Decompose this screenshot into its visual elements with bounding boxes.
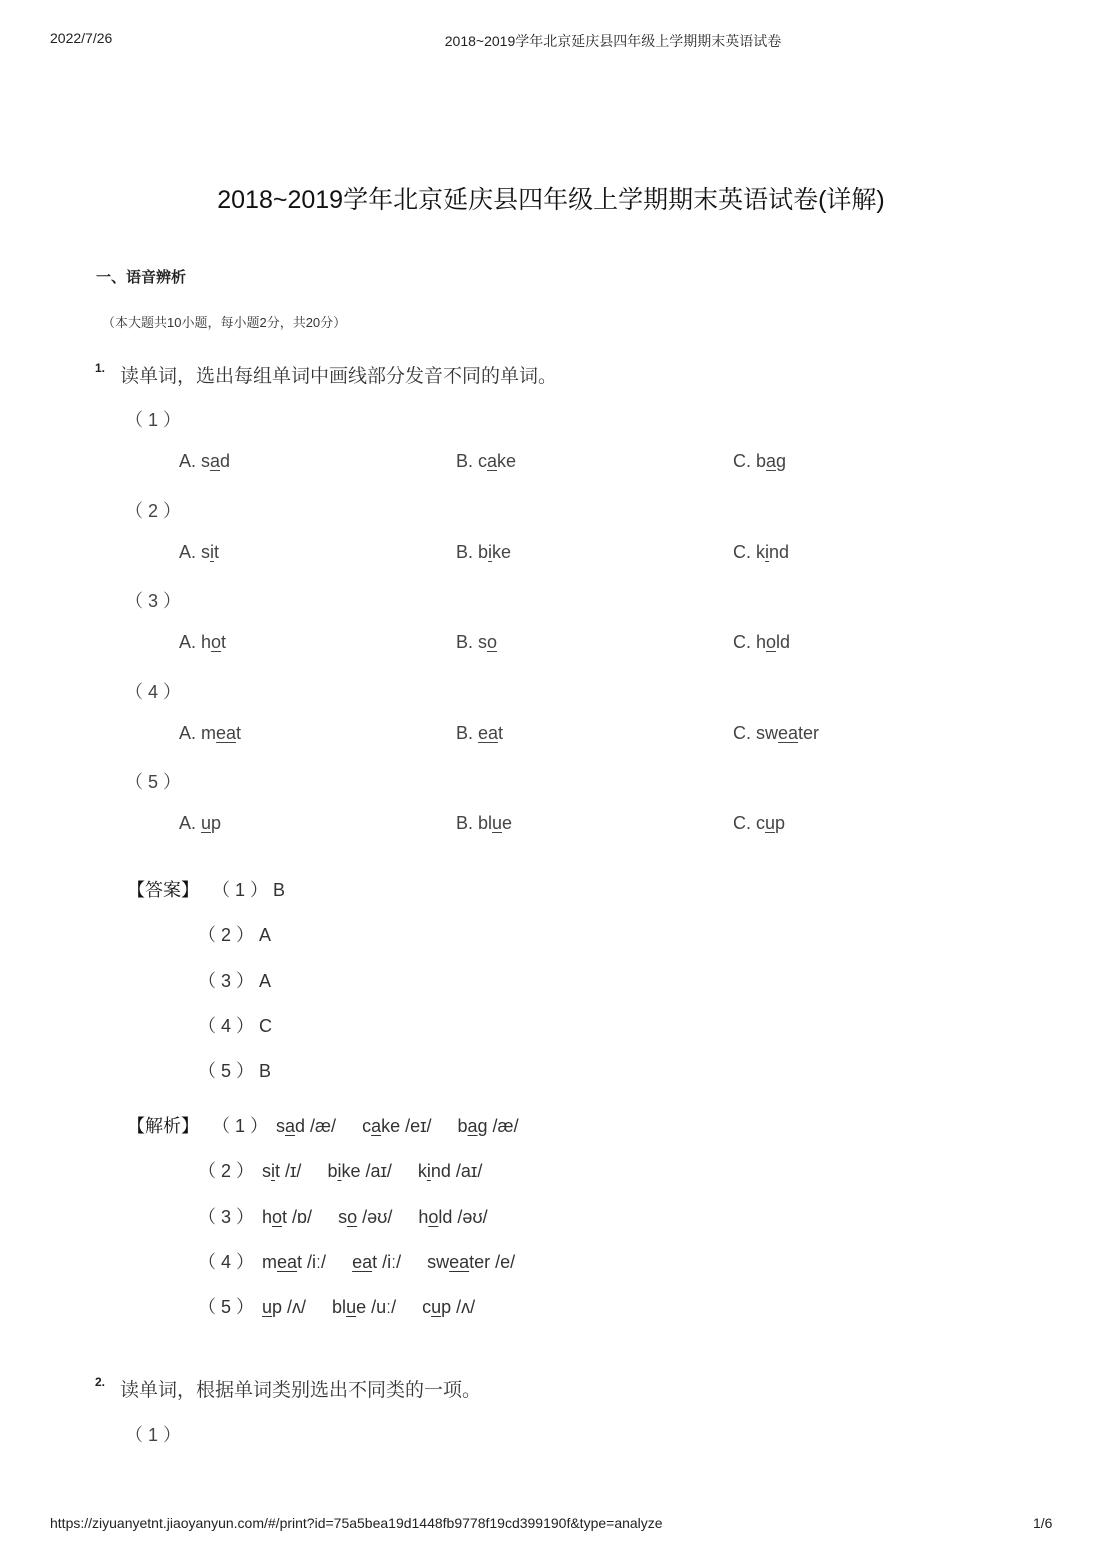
analysis-word xyxy=(262,1252,326,1272)
answer-number: （ 2 ） xyxy=(198,925,255,946)
word-part: c xyxy=(362,1116,372,1136)
word-part: p /ʌ/ xyxy=(441,1297,476,1318)
underlined-letters: a xyxy=(467,1116,478,1136)
analysis-word xyxy=(332,1297,396,1317)
answer-value: B xyxy=(268,880,286,900)
word-part: ke /eɪ/ xyxy=(381,1116,432,1136)
analysis-word xyxy=(338,1207,392,1227)
underlined-letters: ea xyxy=(216,722,237,743)
underlined-letters: u xyxy=(346,1297,357,1318)
analysis-word xyxy=(352,1252,401,1272)
question-number: 1. xyxy=(95,361,106,375)
word-part: s xyxy=(276,1116,286,1136)
word-part: ke xyxy=(492,541,512,562)
word-part: /əʊ/ xyxy=(357,1206,393,1227)
word-part: t /ɪ/ xyxy=(275,1161,302,1182)
option-a xyxy=(179,542,219,563)
word-part: t /ɒ/ xyxy=(282,1206,313,1227)
analysis-word xyxy=(427,1252,515,1272)
analysis-word xyxy=(362,1116,431,1136)
word-part: B. b xyxy=(456,541,489,562)
answer-number: （ 1 ） xyxy=(212,880,269,900)
underlined-letters: o xyxy=(347,1206,358,1227)
option-c xyxy=(733,813,785,834)
underlined-letters: i xyxy=(271,1161,276,1182)
word-part: A. m xyxy=(179,722,217,743)
underlined-letters: i xyxy=(426,1161,431,1182)
subquestion-label: （ 3 ） xyxy=(125,591,182,611)
print-header-title: 2018~2019学年北京延庆县四年级上学期期末英语试卷 xyxy=(444,33,782,49)
analysis-number: （ 1 ） xyxy=(212,1116,269,1136)
analysis-word xyxy=(276,1116,336,1136)
subquestion-label: （ 1 ） xyxy=(125,410,182,430)
underlined-letters: o xyxy=(428,1206,439,1227)
word-part: m xyxy=(262,1251,278,1272)
underlined-letters: i xyxy=(210,541,215,562)
word-part: t xyxy=(221,632,227,652)
word-part: b xyxy=(457,1116,468,1136)
option-c xyxy=(733,723,819,744)
option-c xyxy=(733,632,790,653)
subquestion-label: （ 2 ） xyxy=(125,500,182,521)
word-part: t xyxy=(236,722,242,743)
analysis-row xyxy=(198,1157,482,1183)
analysis-word xyxy=(422,1297,475,1317)
page-number: 1/6 xyxy=(1033,1515,1053,1531)
answer-number: （ 4 ） xyxy=(198,1015,255,1036)
option-c xyxy=(733,451,786,472)
answer-item xyxy=(198,921,271,947)
option-b xyxy=(456,632,497,653)
analysis-row xyxy=(212,1112,519,1138)
word-part: b xyxy=(327,1161,338,1182)
footer-url: https://ziyuanyetnt.jiaoyanyun.com/#/print?id=75a5bea19d1448fb9778f19cd399190f&type=analyze xyxy=(50,1515,663,1531)
subquestion-label: （ 5 ） xyxy=(125,772,182,792)
option-b xyxy=(456,723,503,744)
underlined-letters: ea xyxy=(478,722,499,743)
underlined-letters: u xyxy=(492,813,503,833)
section-note: （本大题共10小题，每小题2分，共20分） xyxy=(102,315,347,330)
underlined-letters: u xyxy=(201,813,212,833)
option-c xyxy=(733,542,789,563)
underlined-letters: ea xyxy=(277,1251,298,1272)
analysis-number: （ 4 ） xyxy=(198,1251,255,1272)
word-part: t xyxy=(214,541,220,562)
option-a xyxy=(179,451,230,472)
underlined-letters: o xyxy=(211,632,222,652)
analysis-word xyxy=(262,1207,312,1227)
underlined-letters: ea xyxy=(352,1251,373,1272)
analysis-word xyxy=(418,1207,487,1227)
word-part: g /æ/ xyxy=(477,1116,519,1136)
underlined-letters: ea xyxy=(778,722,799,743)
analysis-number: （ 5 ） xyxy=(198,1297,255,1318)
analysis-number: （ 2 ） xyxy=(198,1161,255,1182)
word-part: B. s xyxy=(456,632,488,652)
word-part: C. b xyxy=(733,451,767,471)
word-part: ke /aɪ/ xyxy=(341,1161,392,1182)
answer-item xyxy=(198,967,271,993)
word-part: ter xyxy=(798,722,820,743)
word-part: d /æ/ xyxy=(295,1116,337,1136)
underlined-letters: i xyxy=(337,1161,342,1182)
word-part: e xyxy=(502,813,513,833)
word-part: t /iː/ xyxy=(297,1251,327,1272)
word-part: C. h xyxy=(733,632,767,652)
word-part: ter /e/ xyxy=(469,1251,516,1272)
word-part: B. c xyxy=(456,451,488,471)
underlined-letters: i xyxy=(765,541,770,562)
print-date: 2022/7/26 xyxy=(50,30,113,46)
underlined-letters: u xyxy=(262,1297,273,1318)
underlined-letters: a xyxy=(285,1116,296,1136)
word-part: h xyxy=(262,1206,273,1227)
analysis-label: 【解析】 xyxy=(127,1116,199,1136)
analysis-row xyxy=(198,1203,488,1229)
word-part: bl xyxy=(332,1297,347,1318)
answer-value: C xyxy=(254,1015,273,1036)
word-part: p xyxy=(211,813,222,833)
word-part: s xyxy=(262,1161,272,1182)
answer-item xyxy=(198,1057,271,1083)
word-part: d xyxy=(220,451,231,471)
document-title: 2018~2019学年北京延庆县四年级上学期期末英语试卷(详解) xyxy=(217,186,885,214)
underlined-letters: i xyxy=(488,541,493,562)
word-part: t xyxy=(498,722,504,743)
section-title: 一、语音辨析 xyxy=(96,269,187,286)
underlined-letters: u xyxy=(765,813,776,833)
word-part: B. bl xyxy=(456,813,493,833)
analysis-word xyxy=(262,1297,306,1317)
answer-item xyxy=(212,876,285,902)
underlined-letters: u xyxy=(431,1297,442,1318)
underlined-letters: o xyxy=(766,632,777,652)
analysis-row xyxy=(198,1248,515,1274)
word-part: nd /aɪ/ xyxy=(430,1161,483,1182)
underlined-letters: a xyxy=(487,451,498,471)
analysis-word xyxy=(327,1161,391,1181)
underlined-letters: a xyxy=(210,451,221,471)
word-part: ld /əʊ/ xyxy=(438,1206,488,1227)
analysis-word xyxy=(262,1161,301,1181)
word-part: c xyxy=(422,1297,432,1318)
word-part: p xyxy=(775,813,786,833)
word-part: C. c xyxy=(733,813,766,833)
option-b xyxy=(456,451,516,472)
answer-value: A xyxy=(254,970,272,991)
word-part: k xyxy=(417,1161,427,1182)
word-part: e /uː/ xyxy=(356,1297,397,1318)
word-part: A. xyxy=(179,813,202,833)
word-part: p /ʌ/ xyxy=(272,1297,307,1318)
option-a xyxy=(179,632,226,653)
underlined-letters: o xyxy=(272,1206,283,1227)
question-text: 读单词，选出每组单词中画线部分发音不同的单词。 xyxy=(120,366,558,387)
answer-item xyxy=(198,1012,272,1038)
word-part: C. k xyxy=(733,541,766,562)
word-part: ke xyxy=(497,451,517,471)
underlined-letters: a xyxy=(371,1116,382,1136)
word-part: h xyxy=(418,1206,429,1227)
word-part: t /iː/ xyxy=(372,1251,402,1272)
underlined-letters: a xyxy=(766,451,777,471)
answer-number: （ 3 ） xyxy=(198,970,255,991)
underlined-letters: ea xyxy=(449,1251,470,1272)
answer-label: 【答案】 xyxy=(127,880,199,900)
analysis-word xyxy=(458,1116,519,1136)
option-a xyxy=(179,723,241,744)
word-part: A. s xyxy=(179,451,211,471)
word-part: C. sw xyxy=(733,722,778,743)
answer-value: B xyxy=(254,1061,272,1082)
word-part: B. xyxy=(456,722,479,743)
word-part: A. h xyxy=(179,632,212,652)
analysis-row xyxy=(198,1293,475,1319)
word-part: s xyxy=(338,1206,348,1227)
option-b xyxy=(456,542,511,563)
analysis-word xyxy=(418,1161,482,1181)
subquestion-label: （ 4 ） xyxy=(125,681,182,702)
option-a xyxy=(179,813,221,834)
word-part: sw xyxy=(427,1251,450,1272)
analysis-number: （ 3 ） xyxy=(198,1206,255,1227)
subquestion-label: （ 1 ） xyxy=(125,1425,182,1445)
word-part: nd xyxy=(769,541,790,562)
word-part: ld xyxy=(776,632,791,652)
word-part: A. s xyxy=(179,541,211,562)
option-b xyxy=(456,813,512,834)
question-text: 读单词，根据单词类别选出不同类的一项。 xyxy=(120,1380,482,1401)
underlined-letters: o xyxy=(487,632,498,652)
question-number: 2. xyxy=(95,1375,106,1389)
word-part: g xyxy=(776,451,787,471)
answer-value: A xyxy=(254,925,272,946)
answer-number: （ 5 ） xyxy=(198,1061,255,1082)
